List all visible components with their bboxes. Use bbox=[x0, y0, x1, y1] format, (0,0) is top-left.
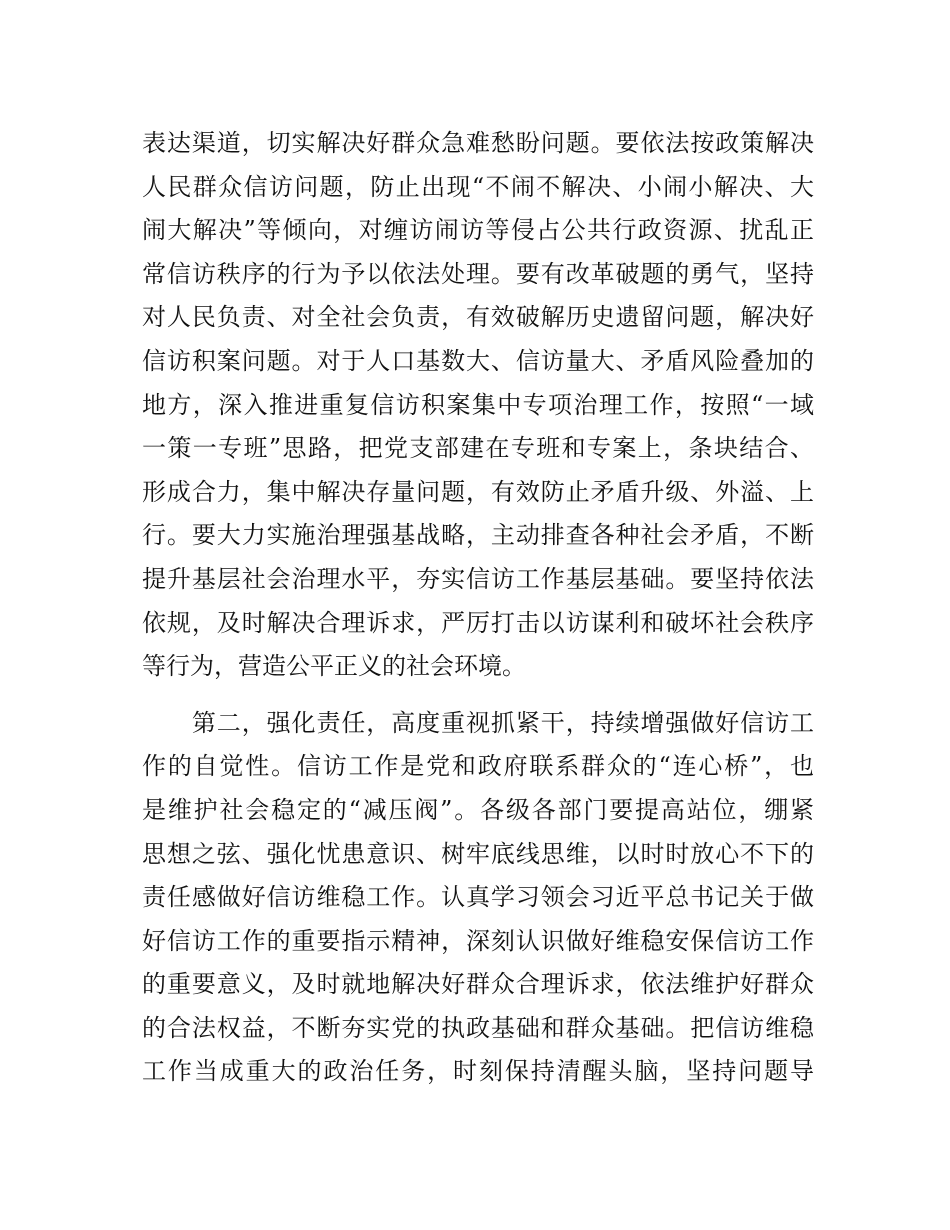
text-line: 思想之弦、强化忧患意识、树牢底线思维，以时时放心不下的 bbox=[142, 839, 814, 868]
text-line: 闹大解决”等倾向，对缠访闹访等侵占公共行政资源、扰乱正 bbox=[142, 216, 814, 245]
paragraph-1 bbox=[142, 122, 814, 689]
text-line: 行。要大力实施治理强基战略，主动排查各种社会矛盾，不断 bbox=[142, 521, 814, 550]
paragraph-spacer bbox=[142, 689, 814, 702]
text-line: 的合法权益，不断夯实党的执政基础和群众基础。把信访维稳 bbox=[142, 1013, 814, 1042]
text-line: 信访积案问题。对于人口基数大、信访量大、矛盾风险叠加的 bbox=[142, 346, 814, 375]
text-line: 提升基层社会治理水平，夯实信访工作基层基础。要坚持依法 bbox=[142, 564, 814, 593]
text-line: 人民群众信访问题，防止出现“不闹不解决、小闹小解决、大 bbox=[142, 172, 814, 201]
text-line: 一策一专班”思路，把党支部建在专班和专案上，条块结合、 bbox=[142, 434, 814, 463]
text-line: 对人民负责、对全社会负责，有效破解历史遗留问题，解决好 bbox=[142, 303, 814, 332]
document-body bbox=[142, 122, 814, 1094]
text-line: 的重要意义，及时就地解决好群众合理诉求，依法维护好群众 bbox=[142, 970, 814, 999]
paragraph-2 bbox=[142, 702, 814, 1094]
text-line: 形成合力，集中解决存量问题，有效防止矛盾升级、外溢、上 bbox=[142, 477, 814, 506]
text-line: 是维护社会稳定的“减压阀”。各级各部门要提高站位，绷紧 bbox=[142, 795, 814, 824]
text-line: 等行为，营造公平正义的社会环境。 bbox=[142, 652, 526, 681]
text-line: 责任感做好信访维稳工作。认真学习领会习近平总书记关于做 bbox=[142, 883, 814, 912]
text-line: 依规，及时解决合理诉求，严厉打击以访谋利和破坏社会秩序 bbox=[142, 608, 814, 637]
text-line: 常信访秩序的行为予以依法处理。要有改革破题的勇气，坚持 bbox=[142, 259, 814, 288]
text-line: 工作当成重大的政治任务，时刻保持清醒头脑，坚持问题导 bbox=[142, 1057, 814, 1086]
text-line: 好信访工作的重要指示精神，深刻认识做好维稳安保信访工作 bbox=[142, 926, 814, 955]
text-line: 地方，深入推进重复信访积案集中专项治理工作，按照“一域 bbox=[142, 390, 814, 419]
text-line: 第二，强化责任，高度重视抓紧干，持续增强做好信访工 bbox=[142, 708, 814, 737]
text-line: 作的自觉性。信访工作是党和政府联系群众的“连心桥”，也 bbox=[142, 752, 814, 781]
text-line: 表达渠道，切实解决好群众急难愁盼问题。要依法按政策解决 bbox=[142, 129, 814, 157]
